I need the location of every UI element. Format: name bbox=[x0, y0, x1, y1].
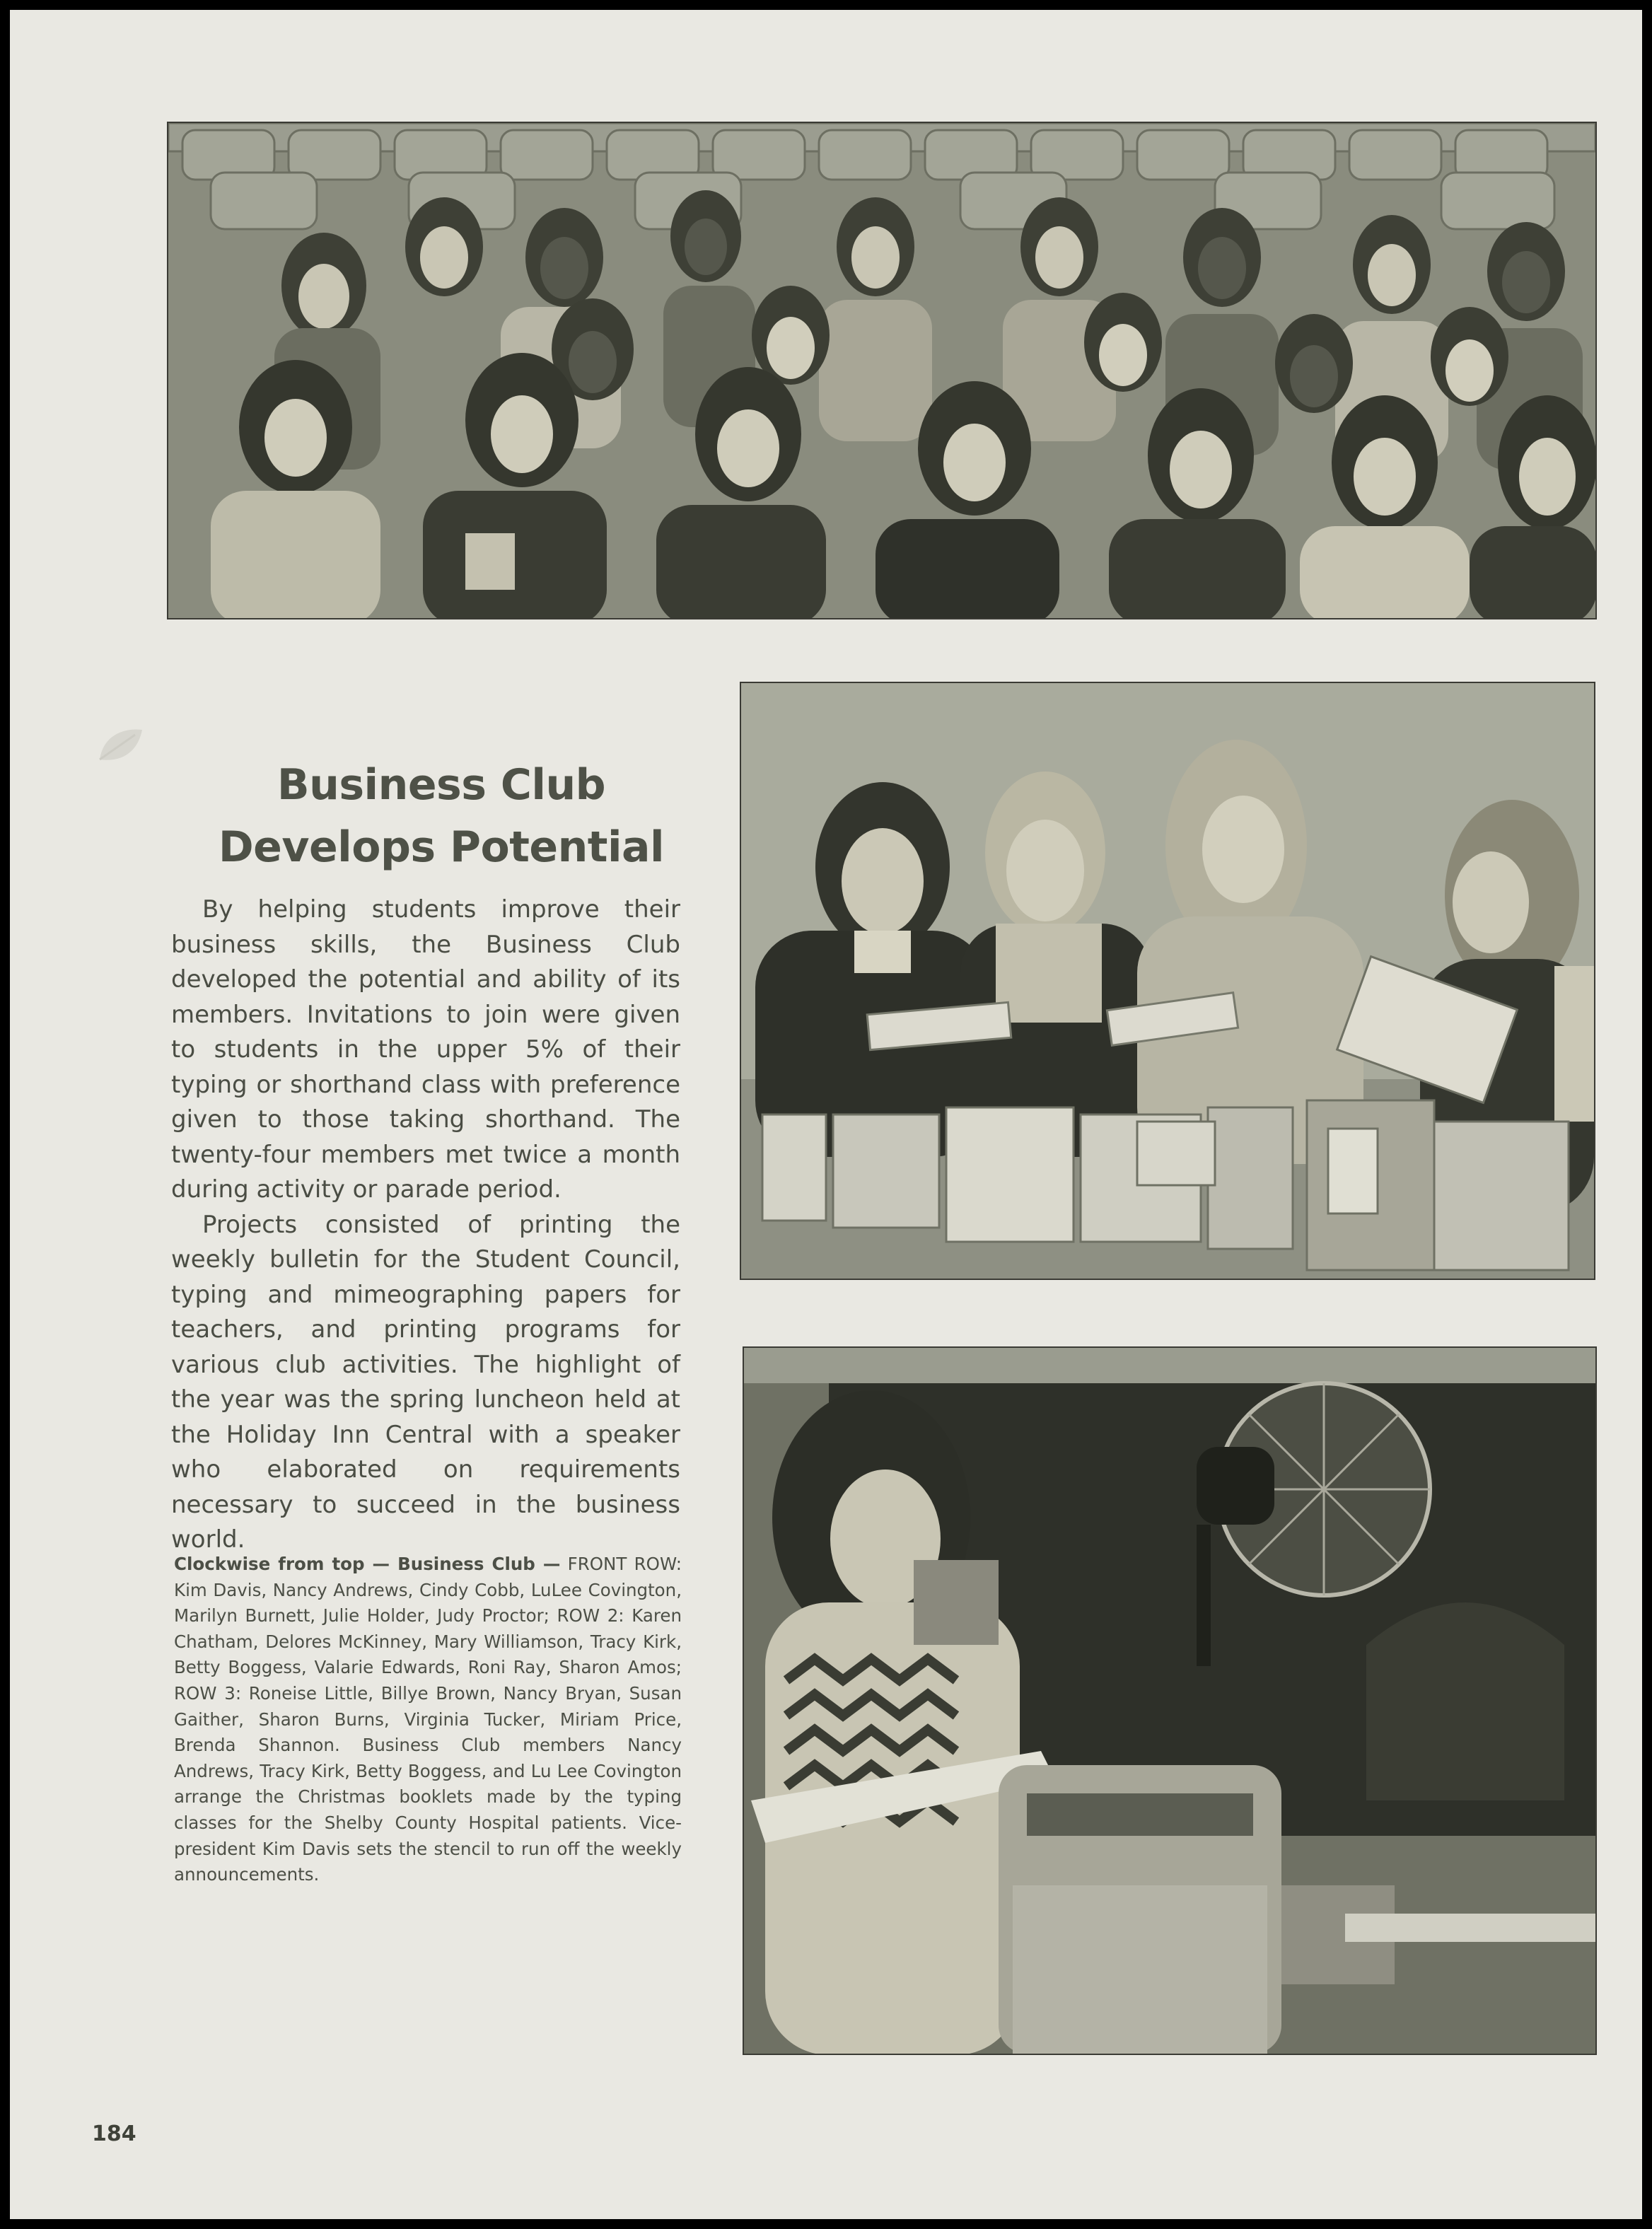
headline-line-1: Business Club bbox=[277, 760, 606, 810]
article-headline bbox=[180, 754, 703, 878]
body-paragraph-2: Projects consisted of printing the weekly bulletin for the Student Council, typing and mimeographing papers for teachers, and printing programs for various club activities. The highlight of the year was the spring luncheon held at the Holiday Inn Central with a speaker who elaborated on requirements necessary to succeed in the business world. bbox=[171, 1210, 680, 1554]
group-photo bbox=[167, 122, 1597, 619]
yearbook-page bbox=[10, 10, 1642, 2219]
article-body bbox=[171, 892, 680, 1558]
booklets-photo bbox=[740, 682, 1595, 1280]
headline-line-2: Develops Potential bbox=[218, 822, 665, 872]
caption-lead: Clockwise from top — Business Club — bbox=[174, 1554, 561, 1574]
stencil-photo-image bbox=[744, 1348, 1595, 2054]
leaf-ornament-icon bbox=[96, 724, 146, 767]
photo-caption bbox=[174, 1552, 682, 1888]
group-photo-image bbox=[168, 123, 1595, 618]
page-number: 184 bbox=[92, 2122, 136, 2146]
body-paragraph-1: By helping students improve their business skills, the Business Club developed the potential and ability of its members. Invitations to join were given to students in the upper 5% of their typing or shorthand class with preference given to those taking shorthand. The twenty-four members met twice a month during activity or parade period. bbox=[171, 895, 680, 1204]
booklets-photo-image bbox=[741, 683, 1594, 1279]
stencil-photo bbox=[743, 1346, 1597, 2055]
caption-text: FRONT ROW: Kim Davis, Nancy Andrews, Cindy Cobb, LuLee Covington, Marilyn Burnett, Julie Holder, Judy Proctor; ROW 2: Karen Chatham, Delores McKinney, Mary Williamson, Tracy Kirk, Betty Boggess, Valarie Edwards, Roni Ray, Sharon Amos; ROW 3: Roneise Little, Billye Brown, Nancy Bryan, Susan Gaither, Sharon Burns, Virginia Tucker, Miriam Price, Brenda Shannon. Business Club members Nancy Andrews, Tracy Kirk, Betty Boggess, and Lu Lee Covington arrange the Christmas booklets made by the typing classes for the Shelby County Hospital patients. Vice-president Kim Davis sets the stencil to run off the weekly announcements. bbox=[174, 1554, 682, 1885]
